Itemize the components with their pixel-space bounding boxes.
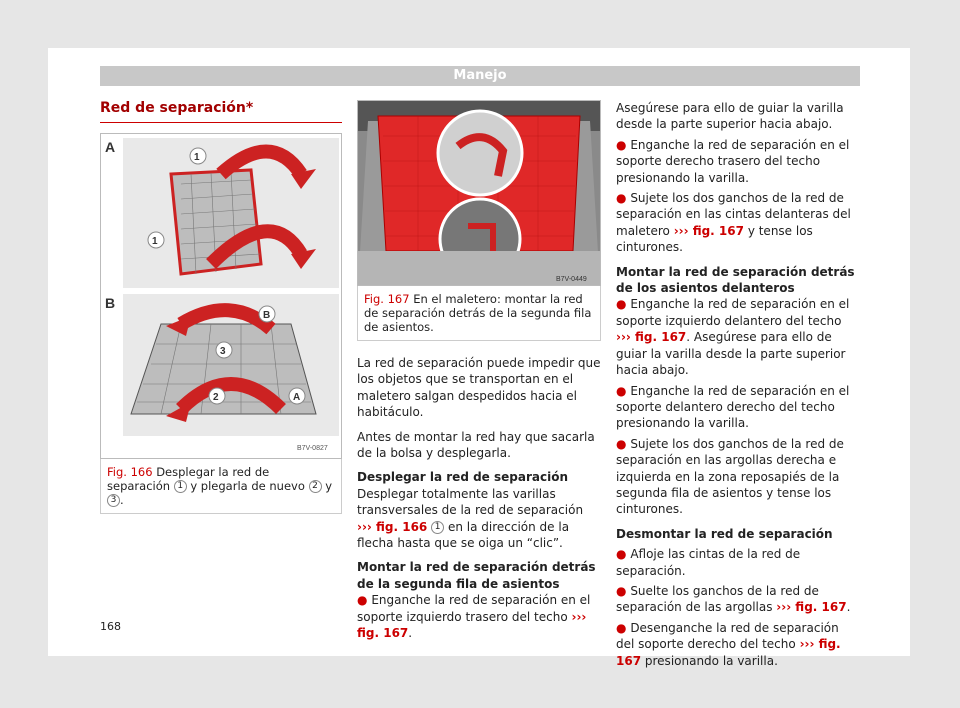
bullet-item: ● Sujete los dos ganchos de la red de separación en las cintas delanteras del maletero ››› fig. 167 y tense los cinturones.	[616, 191, 851, 255]
svg-text:2: 2	[213, 392, 219, 404]
column-1	[100, 100, 342, 514]
figure-167-illustration	[358, 101, 600, 285]
figure-166-illustration	[101, 134, 341, 458]
detail-top-hook	[438, 111, 522, 195]
fig-166-link[interactable]: ››› fig. 166	[357, 519, 428, 534]
svg-text:1: 1	[152, 236, 158, 248]
paragraph: Antes de montar la red hay que sacarla de la bolsa y desplegarla.	[357, 429, 595, 461]
svg-text:B7V-0827: B7V-0827	[297, 445, 328, 453]
section-title: Red de separación*	[100, 100, 342, 123]
paragraph: La red de separación puede impedir que los objetos que se transportan en el maletero salgan despedidos hacia el habitáculo.	[357, 356, 601, 420]
column-2	[357, 100, 601, 650]
fig-167-link[interactable]: ››› fig. 167	[357, 609, 587, 641]
paragraph: Asegúrese para ello de guiar la varilla desde la parte superior hacia abajo.	[616, 101, 844, 132]
figure-166	[100, 133, 342, 459]
bullet-item: ● Enganche la red de separación en el soporte izquierdo delantero del techo ››› fig. 167. Asegúrese para ello de guiar la varilla desde la parte superior hacia abajo.	[616, 297, 850, 378]
bullet-item: ● Desenganche la red de separación del soporte derecho del techo ››› fig. 167 presionando la varilla.	[616, 620, 841, 668]
figure-167-caption: Fig. 167 En el maletero: montar la red de separación detrás de la segunda fila de asientos.	[357, 286, 601, 341]
bullet-item: ● Enganche la red de separación en el soporte derecho trasero del techo presionando la varilla.	[616, 137, 850, 185]
paragraph: Desplegar totalmente las varillas transversales de la red de separación ››› fig. 166 1 en la dirección de la flecha hasta que se oiga un “clic”.	[357, 486, 584, 551]
fig-167-link[interactable]: ››› fig. 167	[616, 637, 841, 668]
column-3	[616, 100, 860, 677]
subheading: Montar la red de separación detrás de la segunda fila de asientos	[357, 560, 596, 591]
bullet-item: ● Enganche la red de separación en el soporte izquierdo trasero del techo ››› fig. 167.	[357, 593, 591, 641]
page-number: 168	[100, 620, 121, 633]
svg-text:3: 3	[220, 346, 226, 358]
svg-text:B7V-0449: B7V-0449	[556, 276, 587, 283]
svg-text:1: 1	[194, 152, 200, 164]
panel-a-label: A	[105, 139, 116, 156]
bullet-item: ● Enganche la red de separación en el soporte delantero derecho del techo presionando la varilla.	[616, 383, 850, 431]
figure-166-caption: Fig. 166 Desplegar la red de separación 1 y plegarla de nuevo 2 y 3 .	[100, 459, 342, 514]
bullet-item: ● Suelte los ganchos de la red de separación de las argollas ››› fig. 167.	[616, 583, 851, 615]
fig-167-link[interactable]: ››› fig. 167	[616, 330, 687, 345]
bullet-item: ● Afloje las cintas de la red de separación.	[616, 547, 801, 578]
subheading: Montar la red de separación detrás de los asientos delanteros	[616, 264, 855, 296]
subheading: Desplegar la red de separación	[357, 470, 568, 485]
page-header: Manejo	[100, 66, 860, 86]
subheading: Desmontar la red de separación	[616, 526, 833, 541]
panel-b-label: B	[105, 295, 116, 312]
fig-167-link[interactable]: ››› fig. 167	[673, 223, 744, 238]
svg-text:B: B	[263, 310, 271, 322]
fig-167-link[interactable]: ››› fig. 167	[776, 600, 847, 615]
svg-text:A: A	[293, 392, 301, 404]
bullet-item: ● Sujete los dos ganchos de la red de separación en las argollas derecha e izquierda en la zona reposapiés de la segunda fila de asientos y tense los cinturones.	[616, 436, 844, 517]
figure-167	[357, 100, 601, 286]
